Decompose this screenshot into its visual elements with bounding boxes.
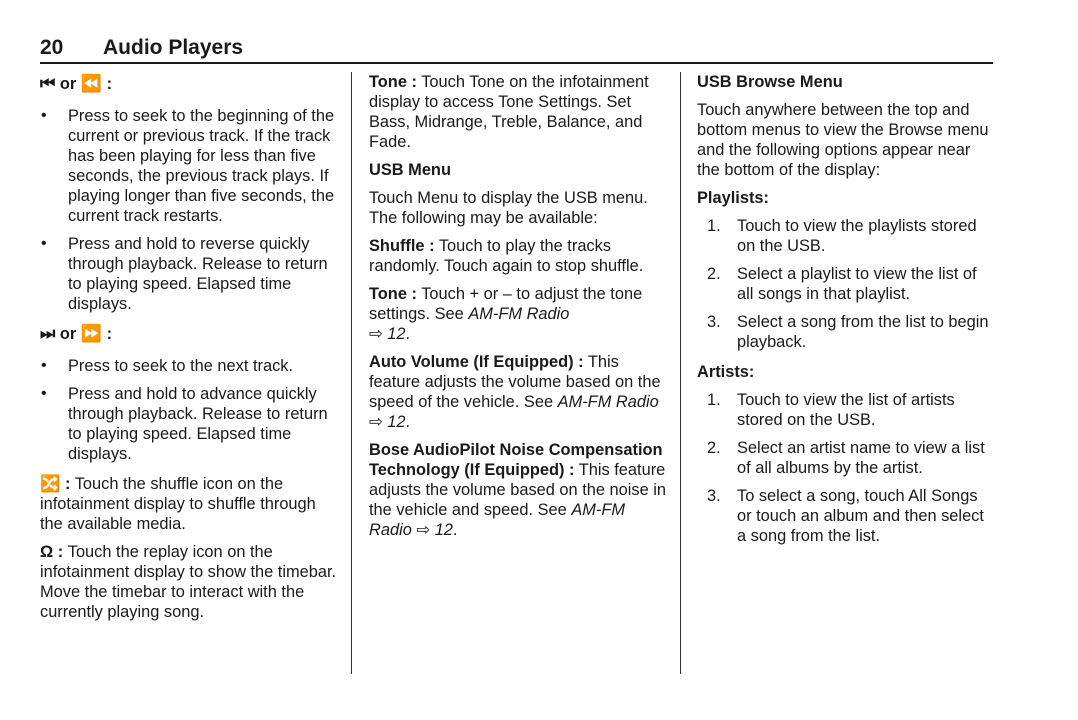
seek-back-icon: ⏮ bbox=[40, 74, 56, 93]
or-connector: or bbox=[59, 75, 77, 93]
auto-volume-option bbox=[369, 352, 669, 432]
page-reference: 12 bbox=[387, 413, 406, 431]
item-text: Select a song from the list to begin playback. bbox=[737, 313, 989, 351]
colon: : bbox=[106, 325, 113, 343]
item-number: 2. bbox=[707, 439, 721, 457]
arrow-icon: ⇨ bbox=[369, 413, 383, 431]
cross-reference: AM-FM Radio bbox=[557, 393, 659, 411]
item-number: 3. bbox=[707, 487, 721, 505]
replay-text: Touch the replay icon on the infotainment display to show the timebar. Move the timebar to interact with the currently playing song. bbox=[40, 543, 337, 621]
shuffle-option bbox=[369, 236, 669, 276]
list-item bbox=[697, 438, 995, 478]
replay-colon: : bbox=[57, 543, 64, 561]
seek-forward-heading bbox=[40, 324, 342, 344]
shuffle-icon: 🔀 bbox=[40, 475, 61, 493]
column-3 bbox=[697, 68, 995, 556]
page-reference: 12 bbox=[434, 521, 453, 539]
tone-text: Touch Tone on the infotainment display to access Tone Settings. Set Bass, Midrange, Treble, Balance, and Fade. bbox=[369, 73, 649, 151]
replay-paragraph bbox=[40, 542, 342, 622]
usb-browse-heading: USB Browse Menu bbox=[697, 73, 843, 91]
shuffle-colon: : bbox=[64, 475, 71, 493]
shuffle-option-text: Touch to play the tracks randomly. Touch again to stop shuffle. bbox=[369, 237, 644, 275]
period: . bbox=[405, 325, 411, 343]
column-divider bbox=[680, 72, 681, 674]
item-text: To select a song, touch All Songs or touch an album and then select a song from the list. bbox=[737, 487, 984, 545]
item-text: Select an artist name to view a list of all albums by the artist. bbox=[737, 439, 985, 477]
item-number: 2. bbox=[707, 265, 721, 283]
colon: : bbox=[106, 75, 113, 93]
period: . bbox=[452, 521, 458, 539]
tone-option bbox=[369, 284, 669, 344]
seek-back-list bbox=[40, 106, 342, 314]
item-number: 1. bbox=[707, 391, 721, 409]
column-divider bbox=[351, 72, 352, 674]
playlists-list bbox=[697, 216, 995, 352]
list-item bbox=[697, 216, 995, 256]
item-text: Select a playlist to view the list of all songs in that playlist. bbox=[737, 265, 977, 303]
cross-reference: AM-FM Radio bbox=[468, 305, 570, 323]
seek-back-outline-icon: ⏪ bbox=[80, 74, 103, 93]
column-2 bbox=[369, 68, 669, 548]
item-number: 3. bbox=[707, 313, 721, 331]
tone-option-text: Touch + or – to adjust the tone settings. See bbox=[369, 285, 643, 323]
auto-volume-text: This feature adjusts the volume based on the speed of the vehicle. See bbox=[369, 353, 661, 411]
list-item: • Press and hold to reverse quickly through playback. Release to return to playing speed. Elapsed time displays. bbox=[40, 234, 342, 314]
playlists-heading: Playlists: bbox=[697, 189, 769, 207]
list-item: • Press to seek to the beginning of the current or previous track. If the track has been playing for less than five seconds, the previous track plays. If playing longer than five seconds, the current track restarts. bbox=[40, 106, 342, 226]
section-title: Audio Players bbox=[103, 36, 244, 59]
column-1 bbox=[40, 68, 342, 630]
artists-list bbox=[697, 390, 995, 546]
seek-forward-outline-icon: ⏩ bbox=[80, 324, 103, 343]
cross-reference: AM-FM Radio bbox=[369, 501, 626, 539]
shuffle-text: Touch the shuffle icon on the infotainment display to shuffle through the available media. bbox=[40, 475, 316, 533]
usb-browse-intro: Touch anywhere between the top and bottom menus to view the Browse menu and the following options appear near the bottom of the display: bbox=[697, 101, 989, 179]
artists-heading: Artists: bbox=[697, 363, 755, 381]
shuffle-label: Shuffle : bbox=[369, 237, 435, 255]
item-text: Touch to view the list of artists stored on the USB. bbox=[737, 391, 955, 429]
bose-option bbox=[369, 440, 669, 540]
auto-volume-label: Auto Volume (If Equipped) : bbox=[369, 353, 584, 371]
replay-icon: Ω bbox=[40, 543, 54, 561]
item-text: Touch to view the playlists stored on the USB. bbox=[737, 217, 977, 255]
page-number: 20 bbox=[40, 36, 64, 59]
arrow-icon: ⇨ bbox=[369, 325, 383, 343]
seek-forward-icon: ⏭ bbox=[40, 324, 56, 343]
usb-menu-heading: USB Menu bbox=[369, 161, 451, 179]
tone-option-label: Tone : bbox=[369, 285, 417, 303]
usb-menu-text: Touch Menu to display the USB menu. The following may be available: bbox=[369, 189, 648, 227]
bose-text: This feature adjusts the volume based on the noise in the vehicle and speed. See bbox=[369, 461, 667, 519]
arrow-icon: ⇨ bbox=[416, 521, 431, 539]
list-item bbox=[697, 486, 995, 546]
list-item: • Press and hold to advance quickly through playback. Release to return to playing speed. Elapsed time displays. bbox=[40, 384, 342, 464]
shuffle-paragraph bbox=[40, 474, 342, 534]
or-connector: or bbox=[59, 325, 77, 343]
tone-label: Tone : bbox=[369, 73, 417, 91]
item-number: 1. bbox=[707, 217, 721, 235]
period: . bbox=[405, 413, 411, 431]
seek-back-heading bbox=[40, 74, 342, 94]
seek-forward-list bbox=[40, 356, 342, 464]
tone-paragraph bbox=[369, 72, 669, 152]
list-item bbox=[697, 390, 995, 430]
list-item bbox=[697, 264, 995, 304]
bose-label: Bose AudioPilot Noise Compensation Technology (If Equipped) : bbox=[369, 441, 663, 479]
page-header bbox=[40, 36, 993, 64]
list-item bbox=[697, 312, 995, 352]
list-item: • Press to seek to the next track. bbox=[40, 356, 342, 376]
page-reference: 12 bbox=[387, 325, 406, 343]
